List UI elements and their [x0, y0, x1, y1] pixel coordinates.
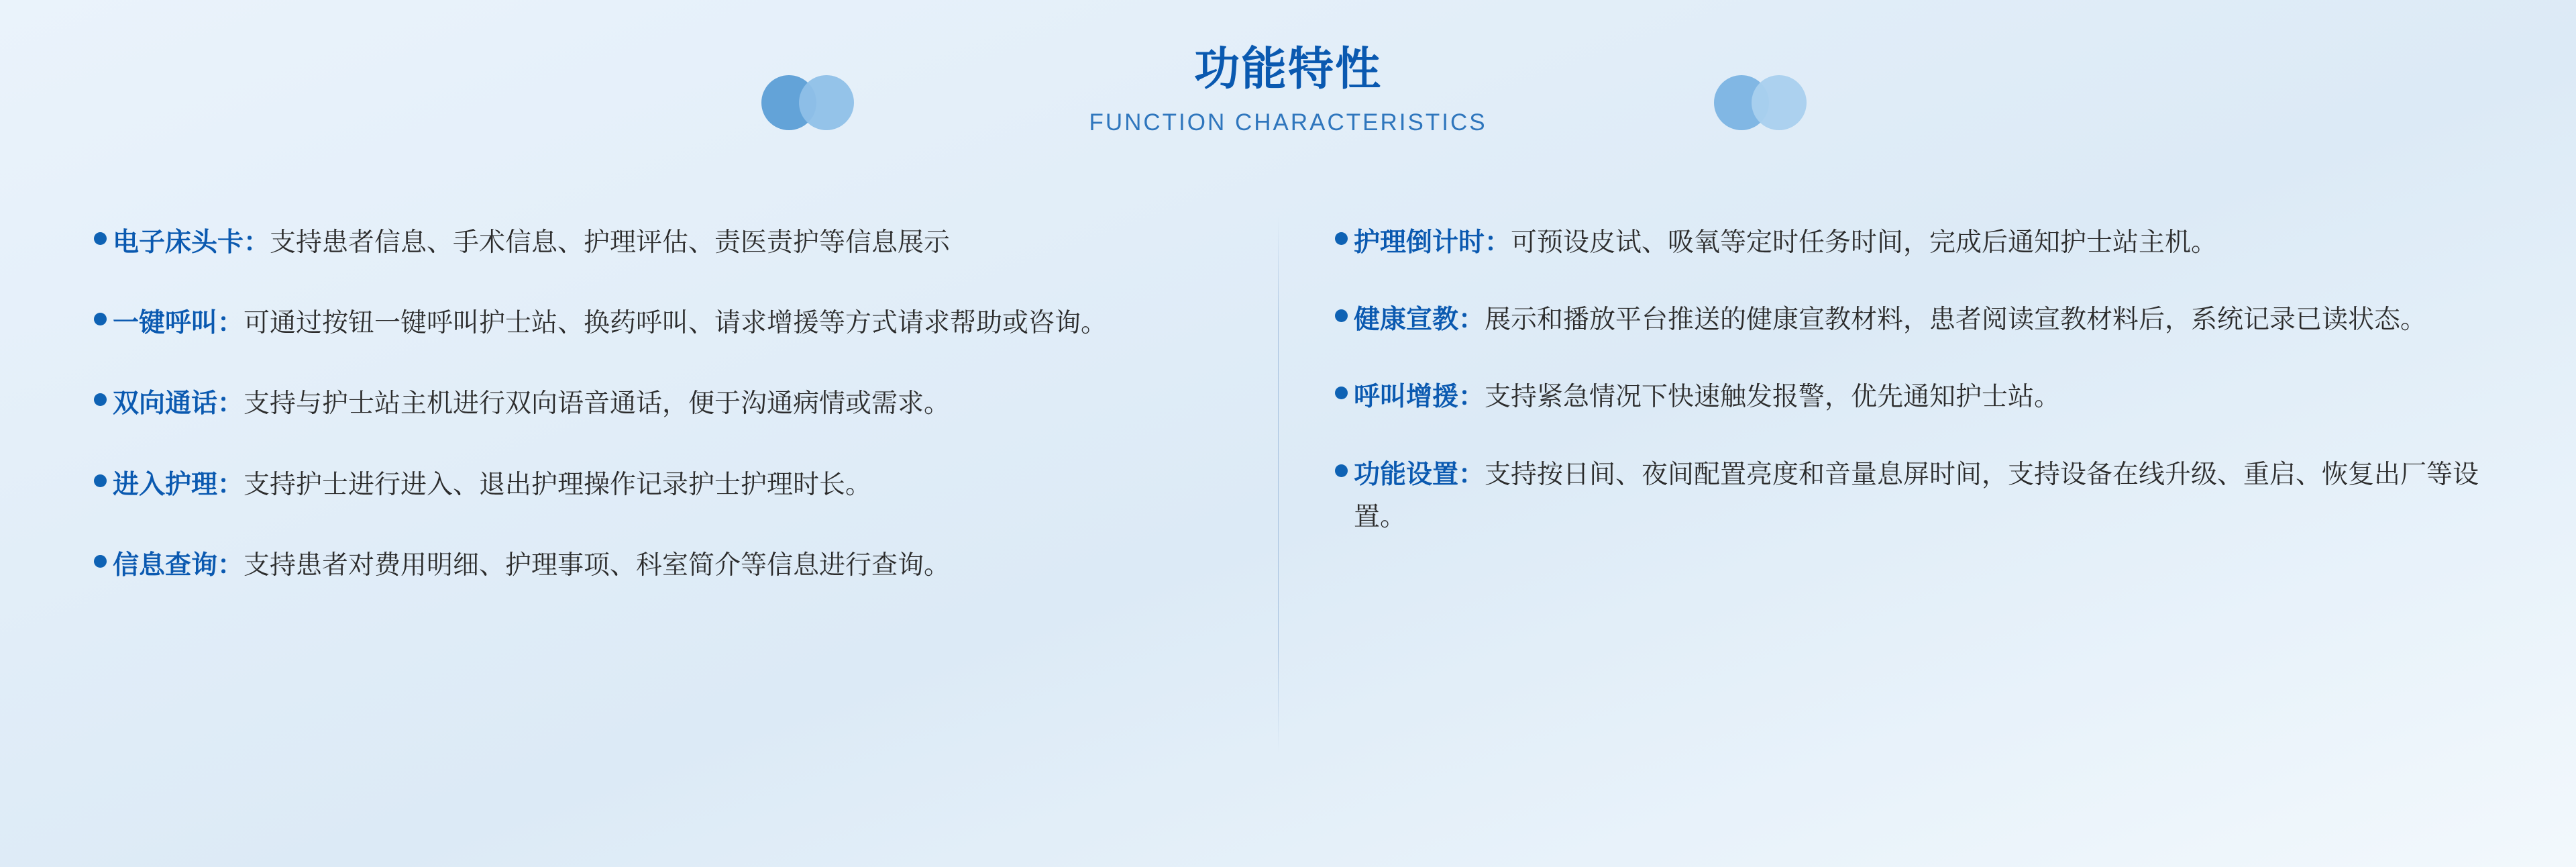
- feature-column-right: [1278, 221, 2576, 586]
- feature-desc: 可通过按钮一键呼叫护士站、换药呼叫、请求增援等方式请求帮助或咨询。: [244, 308, 1108, 339]
- page-header: [0, 44, 2576, 178]
- bullet-icon: [94, 313, 107, 325]
- feature-term: 护理倒计时：: [1354, 227, 1511, 258]
- bullet-icon: [94, 393, 107, 406]
- list-item: [1335, 299, 2496, 341]
- page-subtitle: FUNCTION CHARACTERISTICS: [1089, 109, 1487, 136]
- feature-desc: 可预设皮试、吸氧等定时任务时间，完成后通知护士站主机。: [1511, 227, 2218, 258]
- feature-column-left: [0, 221, 1278, 586]
- bullet-icon: [94, 555, 107, 568]
- bullet-icon: [1335, 387, 1348, 399]
- page-title: 功能特性: [1193, 44, 1382, 95]
- list-item: [1335, 454, 2496, 538]
- feature-desc: 支持按日间、夜间配置亮度和音量息屏时间，支持设备在线升级、重启、恢复出厂等设置。: [1354, 459, 2479, 532]
- bullet-icon: [94, 232, 107, 245]
- feature-desc: 支持患者信息、手术信息、护理评估、责医责护等信息展示: [270, 227, 951, 258]
- feature-term: 健康宣教：: [1354, 305, 1485, 336]
- feature-desc: 支持与护士站主机进行双向语音通话，便于沟通病情或需求。: [244, 389, 951, 419]
- feature-term: 信息查询：: [113, 550, 244, 580]
- feature-term: 呼叫增援：: [1354, 382, 1485, 413]
- list-item: [1335, 376, 2496, 418]
- list-item: [94, 221, 1238, 264]
- feature-columns: [0, 221, 2576, 586]
- bullet-icon: [1335, 309, 1348, 322]
- bullet-icon: [1335, 464, 1348, 477]
- feature-term: 功能设置：: [1354, 459, 1485, 490]
- bullet-icon: [94, 474, 107, 487]
- list-item: [1335, 221, 2496, 264]
- feature-desc: 支持紧急情况下快速触发报警，优先通知护士站。: [1485, 382, 2061, 413]
- feature-desc: 展示和播放平台推送的健康宣教材料，患者阅读宣教材料后，系统记录已读状态。: [1485, 305, 2427, 336]
- feature-desc: 支持患者对费用明细、护理事项、科室简介等信息进行查询。: [244, 550, 951, 580]
- list-item: [94, 382, 1238, 425]
- feature-term: 双向通话：: [113, 389, 244, 419]
- bullet-icon: [1335, 232, 1348, 245]
- list-item: [94, 544, 1238, 586]
- list-item: [94, 302, 1238, 344]
- feature-term: 电子床头卡：: [113, 227, 270, 258]
- feature-term: 一键呼叫：: [113, 308, 244, 339]
- feature-term: 进入护理：: [113, 469, 244, 500]
- feature-desc: 支持护士进行进入、退出护理操作记录护士护理时长。: [244, 469, 872, 500]
- list-item: [94, 464, 1238, 506]
